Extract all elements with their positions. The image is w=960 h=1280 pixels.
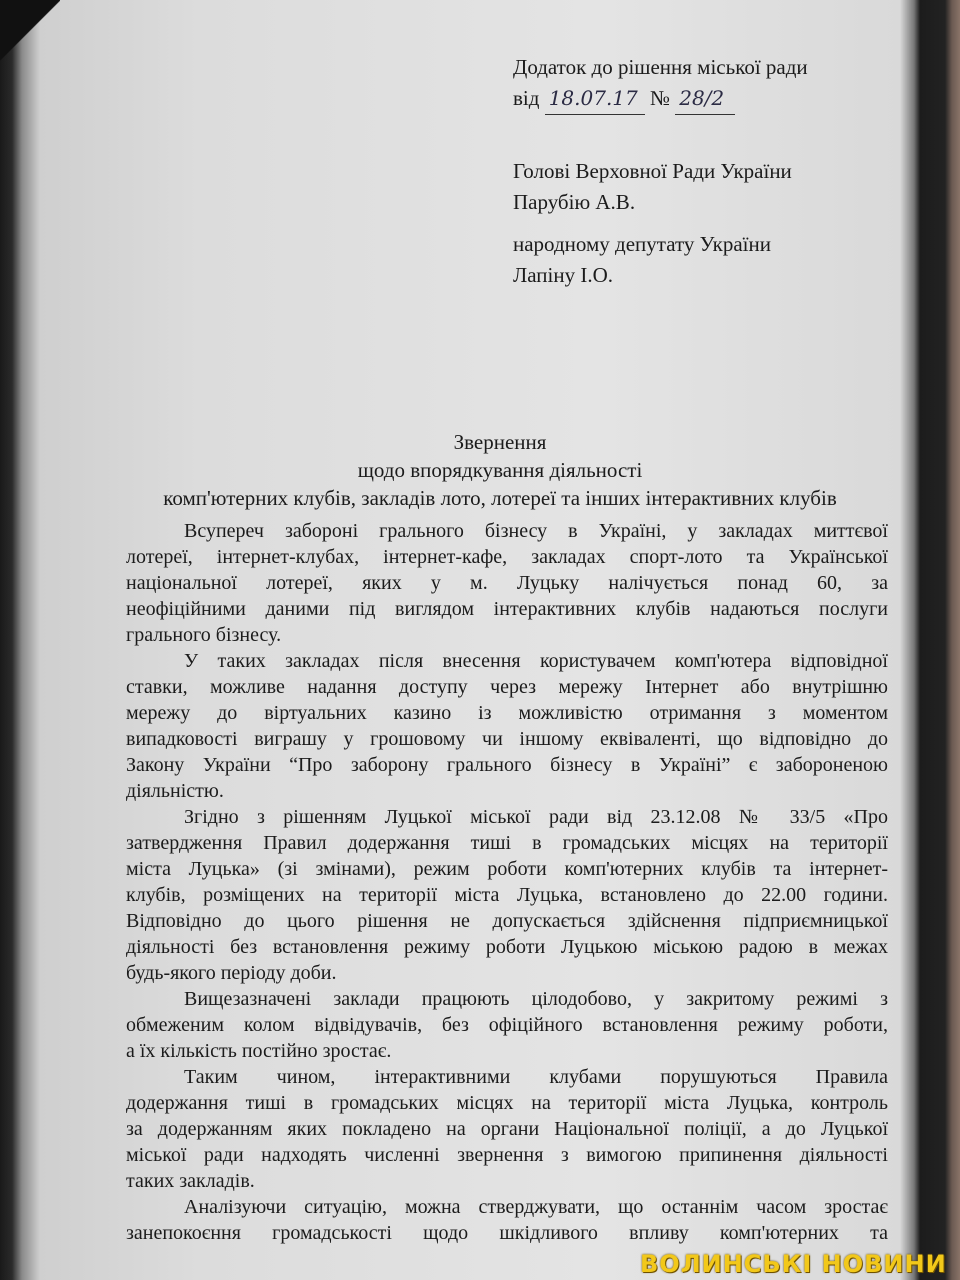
handwritten-date: 18.07.17 xyxy=(545,83,645,115)
text-line: занепокоєння громадськості щодо шкідливого впливу комп'ютерних та xyxy=(126,1222,888,1244)
addressee-name: Лапіну І.О. xyxy=(513,263,614,287)
text-line: таких закладів. xyxy=(126,1170,255,1192)
paragraph xyxy=(126,1194,888,1246)
document-title xyxy=(100,428,900,512)
addressee-position: Голові Верховної Ради України xyxy=(513,159,792,183)
text-line: Аналізуючи ситуацію, можна стверджувати, що останнім часом зростає xyxy=(184,1196,888,1218)
text-line: ставки, можливе надання доступу через мережу Інтернет або внутрішню xyxy=(126,676,888,698)
text-line: мережу до віртуальних казино із можливістю отримання з моментом xyxy=(126,702,888,724)
text-line: Вищезазначені заклади працюють цілодобово, у закритому режимі з xyxy=(184,988,888,1010)
text-line: Всупереч забороні грального бізнесу в Україні, у закладах миттєвої xyxy=(184,520,888,542)
text-line: діяльністю. xyxy=(126,780,224,802)
text-line: національної лотереї, яких у м. Луцьку налічується понад 60, за xyxy=(126,572,888,594)
decision-reference xyxy=(513,83,808,115)
paragraph xyxy=(126,804,888,986)
title-line: Звернення xyxy=(453,430,547,454)
text-line: міської ради надходять численні звернення з вимогою припинення діяльності xyxy=(126,1144,888,1166)
paragraph xyxy=(126,648,888,804)
paragraph xyxy=(126,518,888,648)
addressee-position: народному депутату України xyxy=(513,232,771,256)
text-line: У таких закладах після внесення користувачем комп'ютера відповідної xyxy=(184,650,888,672)
handwritten-number: 28/2 xyxy=(675,83,735,115)
watermark-logo: ВОЛИНСЬКІ НОВИНИ xyxy=(640,1250,947,1278)
title-line: щодо впорядкування діяльності xyxy=(357,458,643,482)
text-line: а їх кількість постійно зростає. xyxy=(126,1040,392,1062)
text-line: Таким чином, інтерактивними клубами порушуються Правила xyxy=(184,1066,888,1088)
appendix-header xyxy=(513,52,808,115)
text-line: обмеженим колом відвідувачів, без офіційного встановлення режиму роботи, xyxy=(126,1014,888,1036)
date-prefix: від xyxy=(513,86,540,110)
text-line: Закону України “Про заборону грального бізнесу в Україні” є забороненою xyxy=(126,754,888,776)
text-line: Згідно з рішенням Луцької міської ради від 23.12.08 № 33/5 «Про xyxy=(184,806,888,828)
text-line: затвердження Правил додержання тиші в громадських місцях на території xyxy=(126,832,888,854)
text-line: за додержанням яких покладено на органи Національної поліції, а до Луцької xyxy=(126,1118,888,1140)
text-line: лотереї, інтернет-клубах, інтернет-кафе, закладах спорт-лото та Української xyxy=(126,546,888,568)
text-line: діяльності без встановлення режиму роботи Луцькою міською радою в межах xyxy=(126,936,888,958)
page-corner-shadow xyxy=(0,0,60,90)
text-line: клубів, розміщених на території міста Луцька, встановлено до 22.00 години. xyxy=(126,884,888,906)
text-line: додержання тиші в громадських місцях на території міста Луцька, контроль xyxy=(126,1092,888,1114)
text-line: грального бізнесу. xyxy=(126,624,282,646)
text-line: неофіційними даними під виглядом інтерактивних клубів надаються послуги xyxy=(126,598,888,620)
number-prefix: № xyxy=(649,86,670,110)
text-line: міста Луцька» (зі змінами), режим роботи комп'ютерних клубів та інтернет- xyxy=(126,858,888,880)
text-line: випадковості виграшу у грошовому чи іншому еквіваленті, що відповідно до xyxy=(126,728,888,750)
paragraph xyxy=(126,986,888,1064)
addressee-deputy xyxy=(513,229,771,291)
text-line: будь-якого періоду доби. xyxy=(126,962,337,984)
addressee-name: Парубію А.В. xyxy=(513,190,636,214)
addressee-speaker xyxy=(513,156,792,218)
text-line: Відповідно до цього рішення не допускається здійснення підприємницької xyxy=(126,910,888,932)
paragraph xyxy=(126,1064,888,1194)
appendix-title: Додаток до рішення міської ради xyxy=(513,55,808,79)
document-body xyxy=(126,518,888,1246)
title-line: комп'ютерних клубів, закладів лото, лотереї та інших інтерактивних клубів xyxy=(163,486,837,510)
